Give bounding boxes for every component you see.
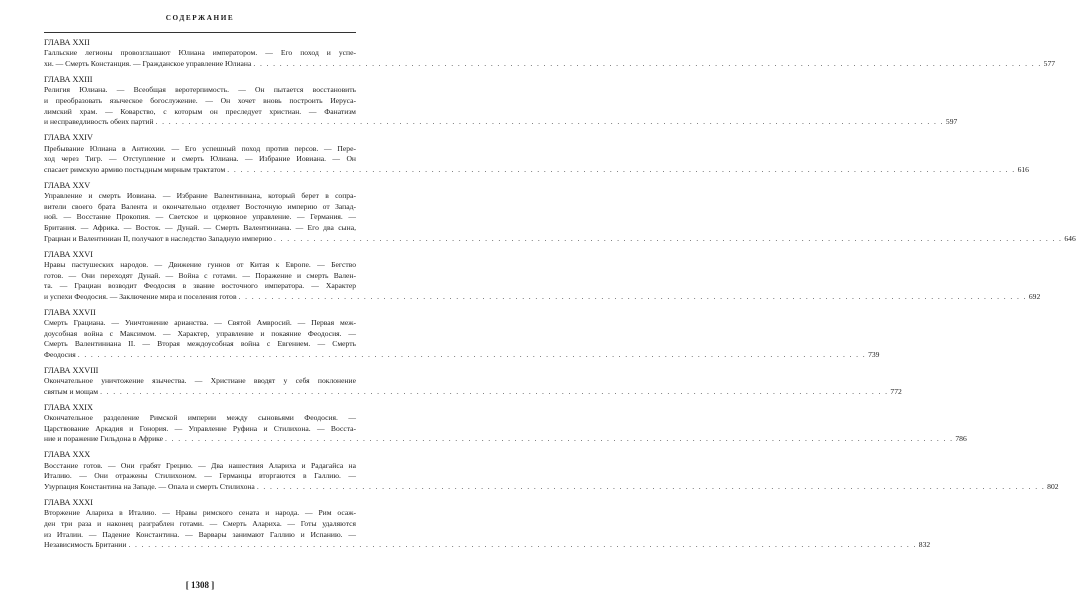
summary-line: Британия. — Африка. — Восток. — Дунай. — Смерть Валентиниана. — Его два сына, [44,222,356,232]
summary-line: и успехи Феодосия. — Заключение мира и поселения готов [44,291,237,301]
summary-line: Смерть Грациана. — Уничтожение арианства. — Святой Амвросий. — Первая меж- [44,318,356,328]
dot-leader: . . . . . . . . . . . . . . . . . . . . . . . . . . . . . . . . . . . . . . . . . . . . . . . . . . . . . . . . . . . . . . . . . . . . . . . . . . . . . . . . . . . . . . . . . . . . . . . . . . . . . . . . . . . . . . . . . . . . . . . . [253,59,1042,68]
chapter-summary [44,413,967,445]
page-ref: 692 [1028,291,1041,301]
dot-leader: . . . . . . . . . . . . . . . . . . . . . . . . . . . . . . . . . . . . . . . . . . . . . . . . . . . . . . . . . . . . . . . . . . . . . . . . . . . . . . . . . . . . . . . . . . . . . . . . . . . . . . . . . . . . . . . . . . . . . . . . [100,386,889,396]
dot-leader: . . . . . . . . . . . . . . . . . . . . . . . . . . . . . . . . . . . . . . . . . . . . . . . . . . . . . . . . . . . . . . . . . . . . . . . . . . . . . . . . . . . . . . . . . . . . . . . . . . . . . . . . . . . . . . . . . . . . . . . . [274,233,1063,243]
dot-leader: . . . . . . . . . . . . . . . . . . . . . . . . . . . . . . . . . . . . . . . . . . . . . . . . . . . . . . . . . . . . . . . . . . . . . . . . . . . . . . . . . . . . . . . . . . . . . . . . . . . . . . . . . . . . . . . . . . . . . . . . [256,482,1046,491]
toc-list [44,38,1076,556]
page-ref: 646 [1064,233,1076,243]
chapter-summary [44,376,902,397]
page-ref: 802 [1047,482,1059,491]
chapter-entry [44,180,1076,244]
chapter-summary [44,259,1041,302]
summary-last-line [44,291,1041,303]
summary-line: та. — Грациан возводит Феодосия в звание восточного императора. — Характер [44,281,356,291]
chapter-entry [44,249,1041,303]
page-number: [ 1308 ] [185,580,215,590]
chapter-entry [44,307,880,361]
summary-line: Управление и смерть Иовиана. — Избрание Валентиниана, который берет в сопра- [44,191,356,201]
summary-line: вители своего брата Валента и окончательно отделяет Восточную империю от Запад- [44,201,356,211]
summary-line: лимский храм. — Коварство, с которым он преследует христиан. — Фанатизм [44,106,356,116]
chapter-title: ГЛАВА XXXI [44,497,93,507]
page-ref: 832 [918,540,931,550]
summary-last-line [44,59,1056,70]
summary-line: и преобразовать языческое богослужение. — Он хочет вновь построить Иеруса- [44,95,356,105]
chapter-title: ГЛАВА XXII [44,38,90,47]
summary-line: ден три раза и наконец разграблен готами. — Смерть Алариха. — Готы удаляются [44,518,356,528]
chapter-title: ГЛАВА XXVIII [44,365,99,375]
page-ref: 772 [890,386,902,396]
chapter-summary [44,318,880,360]
summary-line: Пребывание Юлиана в Антиохии. — Его успешный поход против персов. — Пере- [44,143,356,153]
summary-last-line [44,540,931,551]
chapter-entry [44,365,902,398]
summary-line: Италию. — Они отражены Стилихоном. — Германцы вторгаются в Галлию. — [44,471,356,481]
summary-line: Нравы пастушеских народов. — Движение гуннов от Китая к Европе. — Бегство [44,259,356,269]
chapter-summary [44,48,1056,69]
summary-line: доусобная война с Максимом. — Характер, управление и покаяние Феодосия. — [44,328,356,338]
chapter-title: ГЛАВА XXIII [44,74,93,84]
summary-line: спасает римскую армию постыдным мирным трактатом [44,164,226,174]
page-header: СОДЕРЖАНИЕ [165,14,235,22]
chapter-entry [44,74,958,128]
page-ref: 616 [1017,164,1029,174]
page-ref: 577 [1043,59,1056,68]
summary-line: Восстание готов. — Они грабят Грецию. — Два нашествия Алариха и Радагайса на [44,460,356,470]
chapter-entry [44,38,1056,70]
summary-line: готов. — Они переходят Дунай. — Война с готами. — Поражение и смерть Вален- [44,270,356,280]
summary-last-line [44,386,902,398]
summary-line: из Италии. — Падение Константина. — Варвары занимают Галлию и Испанию. — [44,529,356,539]
chapter-entry [44,402,967,445]
chapter-summary [44,191,1076,244]
summary-line: Царствование Аркадия и Гонория. — Управление Руфина и Стилихона. — Восста- [44,423,356,433]
summary-last-line [44,349,880,361]
summary-line: Грациан и Валентиниан II, получают в наследство Западную империю [44,233,273,243]
summary-line: Смерть Валентиниана II. — Вторая междоусобная война с Евгением. — Смерть [44,339,356,349]
chapter-summary [44,85,958,127]
summary-last-line [44,482,1059,493]
summary-line: Окончательное разделение Римской империи между сыновьями Феодосия. — [44,413,356,423]
summary-line: и несправедливость обеих партий [44,117,154,127]
header-rule [44,32,356,33]
summary-last-line [44,117,958,128]
summary-line: Галльские легионы провозглашают Юлиана императором. — Его поход и успе- [44,48,356,58]
summary-line: Религия Юлиана. — Всеобщая веротерпимость. — Он пытается восстановить [44,85,356,95]
summary-line: хи. — Смерть Констанция. — Гражданское управление Юлиана [44,59,252,68]
summary-last-line [44,233,1076,245]
dot-leader: . . . . . . . . . . . . . . . . . . . . . . . . . . . . . . . . . . . . . . . . . . . . . . . . . . . . . . . . . . . . . . . . . . . . . . . . . . . . . . . . . . . . . . . . . . . . . . . . . . . . . . . . . . . . . . . . . . . . . . . . [238,291,1027,301]
page-ref: 597 [945,117,958,127]
dot-leader: . . . . . . . . . . . . . . . . . . . . . . . . . . . . . . . . . . . . . . . . . . . . . . . . . . . . . . . . . . . . . . . . . . . . . . . . . . . . . . . . . . . . . . . . . . . . . . . . . . . . . . . . . . . . . . . . . . . . . . . . [227,164,1016,174]
summary-last-line [44,164,1029,176]
page-ref: 739 [868,349,880,359]
chapter-entry [44,450,1059,492]
chapter-title: ГЛАВА XXVII [44,307,96,317]
chapter-title: ГЛАВА XXV [44,180,91,190]
dot-leader: . . . . . . . . . . . . . . . . . . . . . . . . . . . . . . . . . . . . . . . . . . . . . . . . . . . . . . . . . . . . . . . . . . . . . . . . . . . . . . . . . . . . . . . . . . . . . . . . . . . . . . . . . . . . . . . . . . . . . . . . [155,117,944,127]
chapter-summary [44,508,931,550]
chapter-title: ГЛАВА XXIV [44,133,93,143]
dot-leader: . . . . . . . . . . . . . . . . . . . . . . . . . . . . . . . . . . . . . . . . . . . . . . . . . . . . . . . . . . . . . . . . . . . . . . . . . . . . . . . . . . . . . . . . . . . . . . . . . . . . . . . . . . . . . . . . . . . . . . . . [77,349,867,359]
summary-last-line [44,434,967,445]
dot-leader: . . . . . . . . . . . . . . . . . . . . . . . . . . . . . . . . . . . . . . . . . . . . . . . . . . . . . . . . . . . . . . . . . . . . . . . . . . . . . . . . . . . . . . . . . . . . . . . . . . . . . . . . . . . . . . . . . . . . . . . . [128,540,917,550]
summary-line: ход через Тигр. — Отступление и смерть Юлиана. — Избрание Иовиана. — Он [44,154,356,164]
dot-leader: . . . . . . . . . . . . . . . . . . . . . . . . . . . . . . . . . . . . . . . . . . . . . . . . . . . . . . . . . . . . . . . . . . . . . . . . . . . . . . . . . . . . . . . . . . . . . . . . . . . . . . . . . . . . . . . . . . . . . . . . [165,434,954,444]
chapter-title: ГЛАВА XXVI [44,249,93,259]
summary-line: ние и поражение Гильдона в Африке [44,434,164,444]
summary-line: святым и мощам [44,386,99,396]
chapter-entry [44,497,931,551]
chapter-summary [44,143,1029,176]
chapter-title: ГЛАВА XXIX [44,402,93,412]
chapter-title: ГЛАВА XXX [44,450,91,460]
summary-line: Окончательное уничтожение язычества. — Христиане вводят у себя поклонение [44,376,356,386]
summary-line: Феодосия [44,349,76,359]
summary-line: Независимость Британии [44,540,127,550]
summary-line: Вторжение Алариха в Италию. — Нравы римского сената и народа. — Рим осаж- [44,508,356,518]
page-ref: 786 [955,434,967,444]
summary-line: Узурпация Константина на Западе. — Опала и смерть Стилихона [44,482,255,491]
chapter-summary [44,460,1059,493]
summary-line: ной. — Восстание Прокопия. — Светское и церковное управление. — Германия. — [44,212,356,222]
chapter-entry [44,133,1029,175]
